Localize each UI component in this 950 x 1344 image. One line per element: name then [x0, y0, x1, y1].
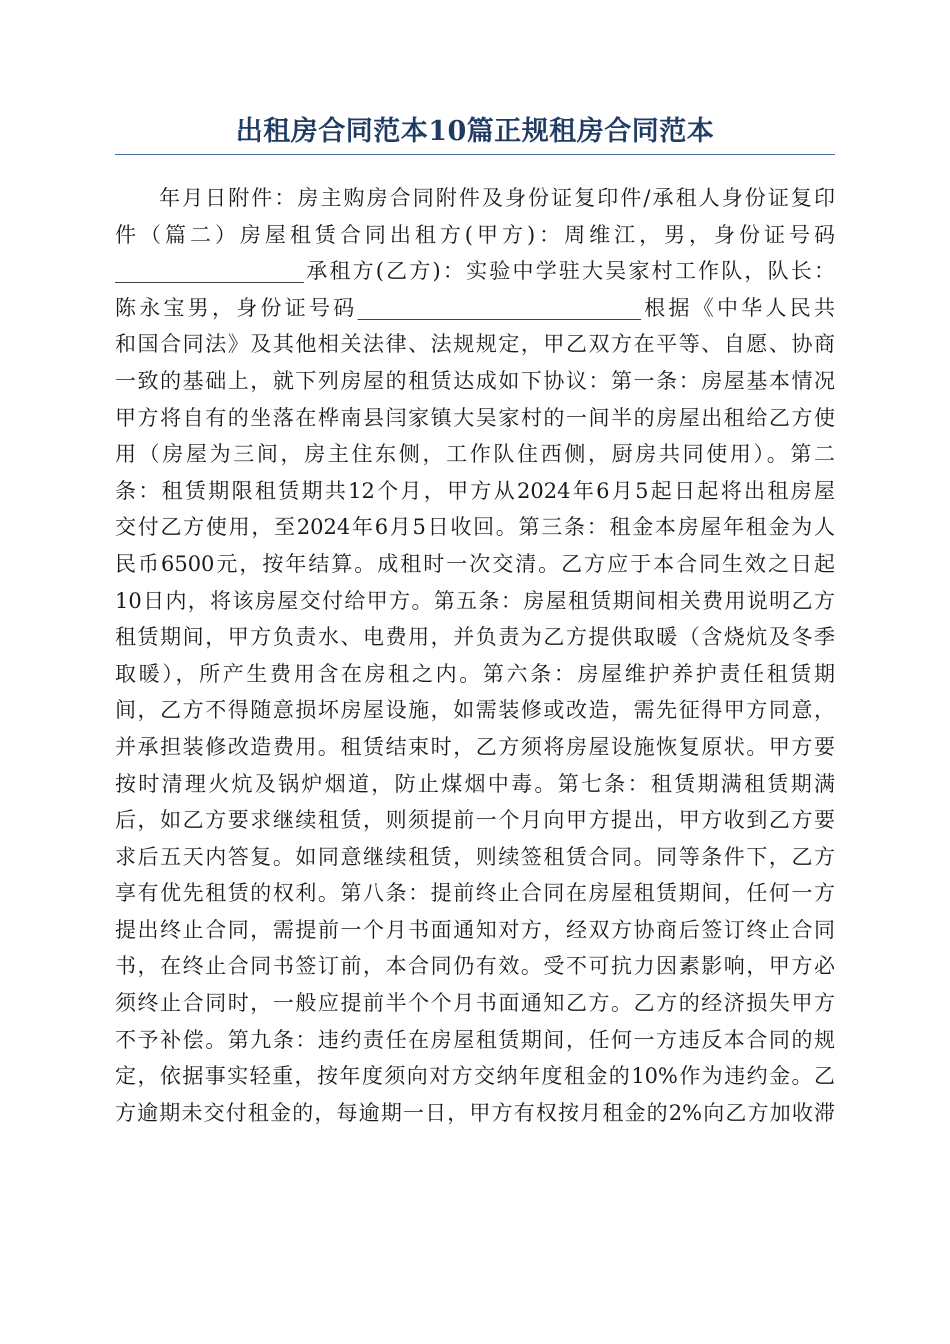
document-body — [115, 180, 835, 1131]
body-line: 民币6500元，按年结算。成租时一次交清。乙方应于本合同生效之日起 — [115, 551, 835, 576]
body-line: 求后五天内答复。如同意继续租赁，则续签租赁合同。同等条件下，乙方 — [115, 844, 835, 869]
body-line: 交付乙方使用，至2024年6月5日收回。第三条：租金本房屋年租金为人 — [115, 515, 835, 540]
body-line: 取暖），所产生费用含在房租之内。第六条：房屋维护养护责任租赁期 — [115, 661, 835, 686]
body-line: 方逾期未交付租金的，每逾期一日，甲方有权按月租金的2%向乙方加收滞 — [115, 1100, 835, 1125]
body-line: __________________承租方(乙方)：实验中学驻大吴家村工作队，队长： — [115, 259, 835, 284]
body-line: 年月日附件：房主购房合同附件及身份证复印件/承租人身份证复印 — [159, 186, 835, 210]
body-line: 租赁期间，甲方负责水、电费用，并负责为乙方提供取暖（含烧炕及冬季 — [115, 625, 835, 650]
body-line: 按时清理火炕及锅炉烟道，防止煤烟中毒。第七条：租赁期满租赁期满 — [115, 771, 835, 796]
body-line: 间，乙方不得随意损坏房屋设施，如需装修或改造，需先征得甲方同意， — [115, 698, 835, 723]
body-line: 并承担装修改造费用。租赁结束时，乙方须将房屋设施恢复原状。甲方要 — [115, 734, 835, 759]
body-line: 陈永宝男，身份证号码___________________________根据《中华人民共 — [115, 295, 835, 320]
body-line: 件（篇二）房屋租赁合同出租方(甲方)：周维江，男，身份证号码 — [115, 222, 835, 247]
body-line: 条：租赁期限租赁期共12个月，甲方从2024年6月5起日起将出租房屋 — [115, 478, 835, 503]
body-line: 书，在终止合同书签订前，本合同仍有效。受不可抗力因素影响，甲方必 — [115, 954, 835, 979]
body-line: 10日内，将该房屋交付给甲方。第五条：房屋租赁期间相关费用说明乙方 — [115, 588, 835, 613]
document-title: 出租房合同范本10篇正规租房合同范本 — [235, 116, 715, 147]
body-line: 享有优先租赁的权利。第八条：提前终止合同在房屋租赁期间，任何一方 — [115, 881, 835, 906]
body-line: 和国合同法》及其他相关法律、法规规定，甲乙双方在平等、自愿、协商 — [115, 332, 835, 357]
body-line: 须终止合同时，一般应提前半个个月书面通知乙方。乙方的经济损失甲方 — [115, 991, 835, 1016]
body-line: 甲方将自有的坐落在桦南县闫家镇大吴家村的一间半的房屋出租给乙方使 — [115, 405, 835, 430]
body-line: 定，依据事实轻重，按年度须向对方交纳年度租金的10%作为违约金。乙 — [115, 1064, 835, 1089]
body-line: 不予补偿。第九条：违约责任在房屋租赁期间，任何一方违反本合同的规 — [115, 1027, 835, 1052]
title-underline — [115, 154, 835, 155]
body-line: 后，如乙方要求继续租赁，则须提前一个月向甲方提出，甲方收到乙方要 — [115, 808, 835, 833]
body-line: 提出终止合同，需提前一个月书面通知对方，经双方协商后签订终止合同 — [115, 917, 835, 942]
body-line: 一致的基础上，就下列房屋的租赁达成如下协议：第一条：房屋基本情况 — [115, 368, 835, 393]
body-line: 用（房屋为三间，房主住东侧，工作队住西侧，厨房共同使用）。第二 — [115, 442, 835, 467]
